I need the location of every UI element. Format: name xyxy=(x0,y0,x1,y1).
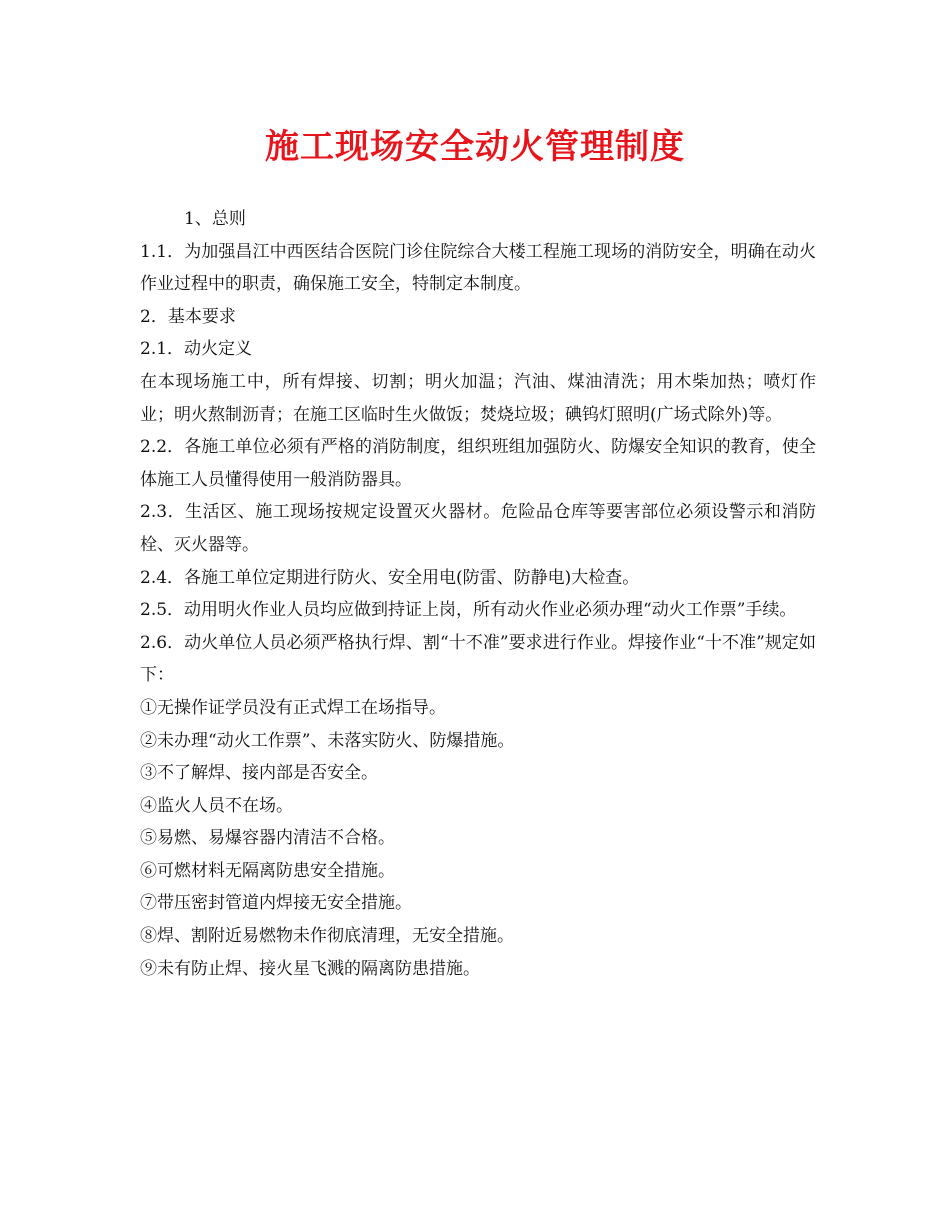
list-item-rule-1: ①无操作证学员没有正式焊工在场指导。 xyxy=(140,697,446,718)
paragraph-2-4: 2.4．各施工单位定期进行防火、安全用电(防雷、防静电)大检查。 xyxy=(140,567,640,588)
section-heading-basic-requirements: 2．基本要求 xyxy=(140,306,236,327)
paragraph-2-3: 2.3．生活区、施工现场按规定设置灭火器材。危险品仓库等要害部位必须设警示和消防栓、灭火器等。 xyxy=(140,502,816,555)
list-item-rule-4: ④监火人员不在场。 xyxy=(140,795,293,816)
paragraph-2-1-heading: 2.1．动火定义 xyxy=(140,339,253,360)
document-body xyxy=(140,203,816,985)
section-heading-general: 1、总则 xyxy=(184,209,246,229)
list-item-rule-3: ③不了解焊、接内部是否安全。 xyxy=(140,763,378,784)
paragraph-hot-work-definition: 在本现场施工中，所有焊接、切割；明火加温；汽油、煤油清洗；用木柴加热；喷灯作业；明火熬制沥青；在施工区临时生火做饭；焚烧垃圾；碘钨灯照明(广场式除外)等。 xyxy=(140,371,816,425)
paragraph-1-1: 1.1．为加强昌江中西医结合医院门诊住院综合大楼工程施工现场的消防安全，明确在动火作业过程中的职责，确保施工安全，特制定本制度。 xyxy=(140,241,816,295)
list-item-rule-2: ②未办理“动火工作票”、未落实防火、防爆措施。 xyxy=(140,730,515,751)
list-item-rule-6: ⑥可燃材料无隔离防患安全措施。 xyxy=(140,860,395,881)
list-item-rule-5: ⑤易燃、易爆容器内清洁不合格。 xyxy=(140,828,395,849)
paragraph-2-5: 2.5．动用明火作业人员均应做到持证上岗，所有动火作业必须办理“动火工作票”手续。 xyxy=(140,600,797,621)
list-item-rule-8: ⑧焊、割附近易燃物未作彻底清理，无安全措施。 xyxy=(140,926,514,947)
list-item-rule-9: ⑨未有防止焊、接火星飞溅的隔离防患措施。 xyxy=(140,958,480,979)
document-title: 施工现场安全动火管理制度 xyxy=(265,127,685,167)
paragraph-2-2: 2.2．各施工单位必须有严格的消防制度，组织班组加强防火、防爆安全知识的教育，使全体施工人员懂得使用一般消防器具。 xyxy=(140,437,816,490)
paragraph-2-6: 2.6．动火单位人员必须严格执行焊、割“十不准”要求进行作业。焊接作业“十不准”规定如下： xyxy=(140,632,816,686)
list-item-rule-7: ⑦带压密封管道内焊接无安全措施。 xyxy=(140,893,412,914)
